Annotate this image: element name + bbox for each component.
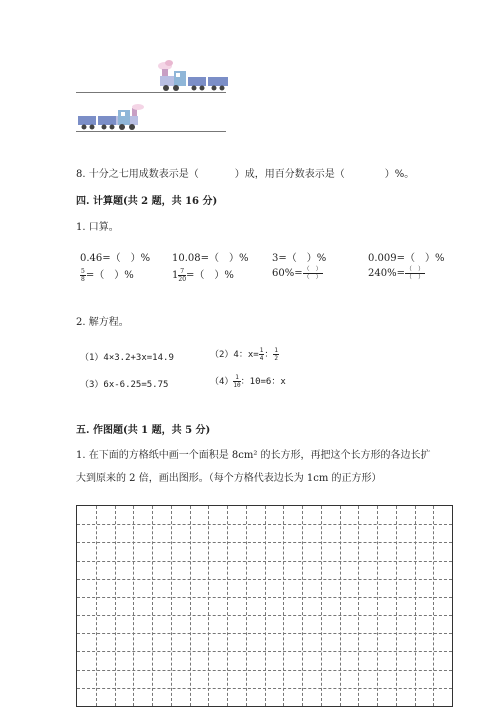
grid-line-vertical [340,506,341,706]
section-4-title: 四. 计算题(共 2 题，共 16 分) [76,196,218,207]
equation-3: （3）6x-6.25=5.75 [80,380,169,390]
fraction-2-answer: =（ ）% [186,270,234,281]
grid-line-vertical [171,506,172,706]
train-illustration-bottom [76,104,148,132]
fraction-1-answer: =（ ）% [85,270,134,281]
drawing-question-line-2: 大到原来的 2 倍，画出图形。（每个方格代表边长为 1cm 的正方形） [76,473,382,484]
oral-calc-item: 10.08=（ ）% [172,253,249,264]
fraction-denominator: 20 [178,276,187,283]
grid-line-vertical [358,506,359,706]
grid-line-horizontal [77,579,452,580]
fraction-numerator: 1 [274,347,278,354]
grid-line-vertical [152,506,153,706]
grid-line-vertical [396,506,397,706]
question-8 [76,165,414,180]
problem-2-title: 2. 解方程。 [76,317,129,328]
fraction-numerator: 1 [259,347,264,354]
oral-calc-fraction-3 [272,266,323,281]
grid-line-horizontal [77,670,452,671]
grid-line-vertical [302,506,303,706]
grid-line-vertical [415,506,416,706]
square-grid-paper[interactable] [76,505,453,707]
q8-text-b: ）成，用百分数表示是（ [234,169,345,180]
fraction-denominator: 2 [274,355,278,362]
grid-line-vertical [227,506,228,706]
q8-text-a: 8. 十分之七用成数表示是（ [76,169,199,180]
ratio-colon: ： [264,350,274,360]
equation-2 [210,347,279,362]
q8-text-c: ）%。 [384,169,415,180]
percent-60: 60%= [272,268,303,279]
drawing-question-line-1: 1. 在下面的方格纸中画一个面积是 8cm² 的长方形，再把这个长方形的各边长扩 [76,450,431,461]
fraction-numerator: 5 [81,268,85,275]
fraction-numerator: 1 [235,374,239,381]
grid-line-vertical [283,506,284,706]
equation-1: （1）4×3.2+3x=14.9 [80,353,174,363]
grid-line-vertical [96,506,97,706]
equation-4-suffix: ：10=6：x [240,377,286,387]
grid-line-vertical [321,506,322,706]
section-5-title: 五. 作图题(共 1 题，共 5 分) [76,425,211,436]
fraction-denominator-blank: （ ） [405,274,424,281]
grid-line-vertical [190,506,191,706]
fraction-numerator-blank: （ ） [405,266,424,273]
fraction-denominator: 4 [259,355,264,362]
rail-line-bottom [76,131,226,132]
fraction-denominator: 8 [81,276,85,283]
fraction-numerator: 7 [180,268,185,275]
grid-line-vertical [115,506,116,706]
grid-line-horizontal [77,597,452,598]
percent-240: 240%= [368,268,405,279]
oral-calc-item: 3=（ ）% [272,253,327,264]
grid-line-horizontal [77,651,452,652]
equation-4-prefix: （4） [210,377,234,387]
train-illustration-top [152,60,232,92]
grid-line-horizontal [77,524,452,525]
oral-calc-item: 0.009=（ ）% [368,253,445,264]
grid-line-vertical [265,506,266,706]
oral-calc-fraction-1 [80,266,134,283]
grid-line-horizontal [77,688,452,689]
fraction-denominator: 10 [233,382,241,389]
grid-line-vertical [377,506,378,706]
problem-1-title: 1. 口算。 [76,222,119,233]
grid-line-horizontal [77,615,452,616]
fraction-numerator-blank: （ ） [303,266,322,273]
grid-line-vertical [208,506,209,706]
grid-line-horizontal [77,561,452,562]
grid-line-horizontal [77,633,452,634]
grid-line-horizontal [77,542,452,543]
oral-calc-fraction-2 [172,266,234,283]
oral-calc-item: 0.46=（ ）% [80,253,151,264]
fraction-denominator-blank: （ ） [303,274,322,281]
equation-4 [210,374,286,389]
grid-line-vertical [433,506,434,706]
mixed-whole: 1 [172,270,179,281]
grid-line-vertical [133,506,134,706]
rail-line-top [76,92,226,93]
equation-2-prefix: （2）4：x= [210,350,259,360]
oral-calc-fraction-4 [368,266,425,281]
grid-line-vertical [246,506,247,706]
